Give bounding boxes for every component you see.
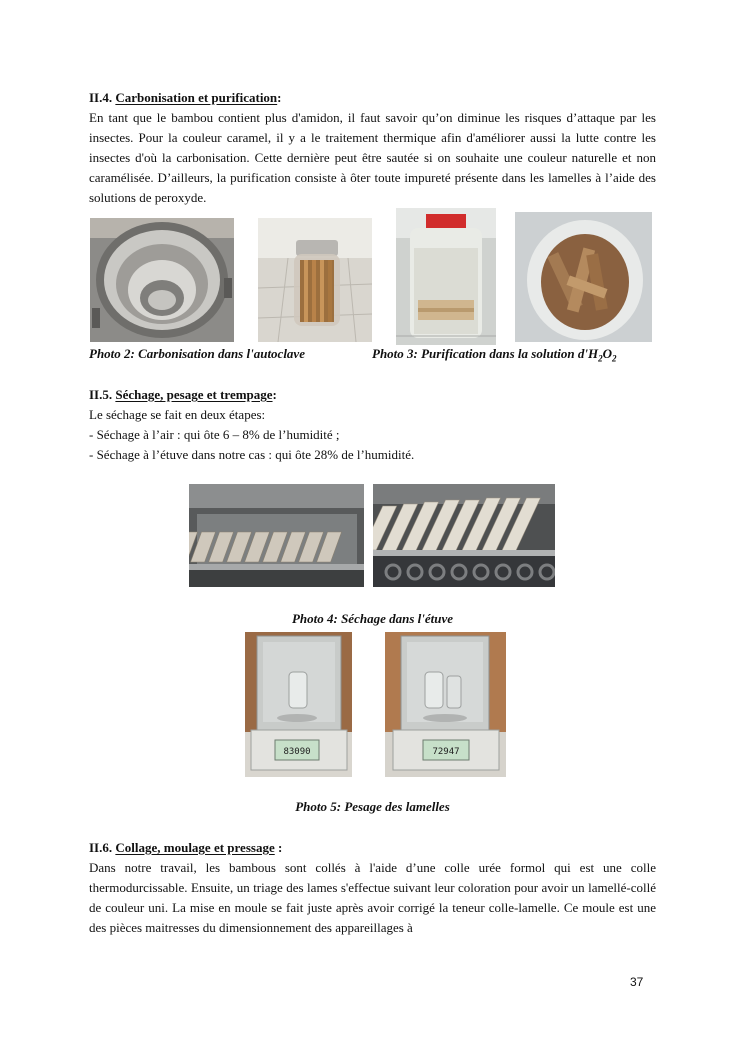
heading-number: II.4. <box>89 90 113 105</box>
section-heading-II5 <box>89 385 656 405</box>
photo-autoclave <box>90 218 234 342</box>
paragraph-II6: Dans notre travail, les bambous sont collés à l'aide d’une colle urée formol qui est une colle thermodurcissable. Ensuite, un triage des lames s'effectue suivant leur coloration pour avoir un lamellé-collé de couleur uni. La mise en moule se fait juste après avoir corrigé la teneur colle-lamelle. Ce moule est une des pièces maitresses du dimensionnement des appareillages à <box>89 860 656 935</box>
heading-title: Collage, moulage et pressage <box>115 840 275 855</box>
drying-step-air: - Séchage à l’air : qui ôte 6 – 8% de l’humidité ; <box>89 427 340 442</box>
drying-intro: Le séchage se fait en deux étapes: <box>89 407 266 422</box>
section-heading-II4 <box>89 88 656 108</box>
scale-readout-1: 83090 <box>283 747 311 757</box>
photo-jar-bamboo <box>258 218 372 342</box>
scale-readout-2: 72947 <box>432 747 460 757</box>
photo-balance-1 <box>245 632 352 777</box>
paragraph-II4: En tant que le bambou contient plus d'amidon, il faut savoir qu’on diminue les risques d’attaque par les insectes. Pour la couleur caramel, il y a le traitement thermique afin d'améliorer aussi la lutte contre les insectes d'où la carbonisation. Cette dernière peut être sautée si on souhaite une couleur naturelle et non caramélisée. D’ailleurs, la purification consiste à ôter toute impureté présente dans les lamelles à l’aide des solutions de peroxyde. <box>89 110 656 205</box>
photo-oven-drying-2 <box>373 484 555 587</box>
caption-photo-2: Photo 2: Carbonisation dans l'autoclave <box>89 346 305 361</box>
heading-colon: : <box>277 90 282 105</box>
caption-photo-4: Photo 4: Séchage dans l'étuve <box>291 611 454 626</box>
photo-peroxide-container <box>396 208 496 345</box>
photo-bamboo-in-container <box>515 212 652 342</box>
photo-balance-2 <box>385 632 506 777</box>
heading-title: Carbonisation et purification <box>115 90 278 105</box>
heading-colon: : <box>274 840 283 855</box>
caption-photo-3: Photo 3: Purification dans la solution $d'H_2O_2$ <box>372 346 617 364</box>
drying-step-oven: - Séchage à l’étuve dans notre cas : qui ôte 28% de l’humidité. <box>89 447 415 462</box>
section-heading-II6 <box>89 838 656 858</box>
heading-number: II.6. <box>89 840 113 855</box>
heading-title: Séchage, pesage et trempage <box>115 387 273 402</box>
caption-photo-5: Photo 5: Pesage des lamelles <box>295 799 450 814</box>
heading-number: II.5. <box>89 387 113 402</box>
photo-oven-drying-1 <box>189 484 364 587</box>
page-number: 37 <box>630 975 644 989</box>
heading-colon: : <box>272 387 277 402</box>
